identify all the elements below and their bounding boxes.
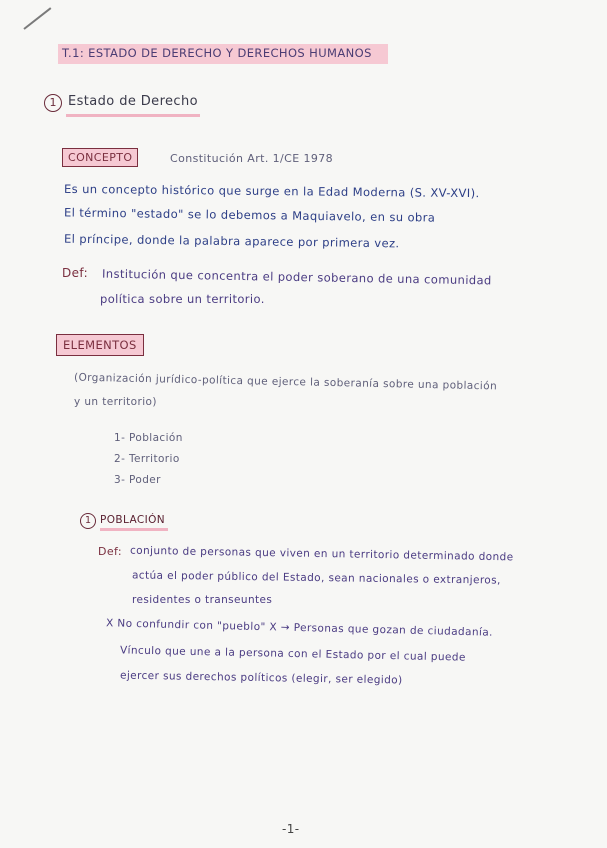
elementos-intro-line: (Organización jurídico-política que ejerce la soberanía sobre una población: [73, 371, 498, 393]
page-number: -1-: [282, 822, 300, 836]
section-title-highlight: [66, 114, 200, 117]
elementos-intro-line: y un territorio): [74, 396, 157, 408]
subsection-number-circle: 1: [80, 513, 96, 529]
definition-line: política sobre un territorio.: [100, 292, 265, 306]
note-line: Vínculo que une a la persona con el Estado por el cual puede: [119, 644, 466, 664]
concepto-line: El príncipe, donde la palabra aparece por primera vez.: [63, 231, 400, 251]
concepto-reference: Constitución Art. 1/CE 1978: [170, 152, 334, 165]
concepto-line: Es un concepto histórico que surge en la Edad Moderna (S. XV-XVI).: [63, 181, 480, 201]
elementos-item: 1- Población: [114, 432, 183, 444]
subsection-title: POBLACIÓN: [100, 514, 166, 526]
page-title: T.1: ESTADO DE DERECHO Y DERECHOS HUMANOS: [58, 44, 388, 64]
note-line: X No confundir con "pueblo" X → Personas que gozan de ciudadanía.: [105, 617, 493, 639]
section-title: Estado de Derecho: [68, 94, 198, 109]
definition-line: conjunto de personas que viven en un territorio determinado donde: [129, 544, 514, 564]
definition-label: Def:: [98, 545, 123, 558]
elementos-label: ELEMENTOS: [56, 334, 144, 356]
note-line: ejercer sus derechos políticos (elegir, ser elegido): [119, 669, 403, 687]
section-number-circle: 1: [44, 94, 62, 112]
concepto-label: CONCEPTO: [62, 148, 138, 167]
pencil-mark: [23, 7, 51, 30]
elementos-item: 3- Poder: [114, 474, 161, 486]
definition-line: actúa el poder público del Estado, sean nacionales o extranjeros,: [131, 569, 501, 587]
elementos-item: 2- Territorio: [114, 453, 180, 465]
concepto-line: El término "estado" se lo debemos a Maquiavelo, en su obra: [63, 205, 436, 225]
definition-line: residentes o transeuntes: [132, 594, 273, 606]
subsection-title-highlight: [100, 528, 168, 531]
definition-label: Def:: [62, 266, 89, 280]
definition-line: Institución que concentra el poder soberano de una comunidad: [101, 266, 492, 288]
